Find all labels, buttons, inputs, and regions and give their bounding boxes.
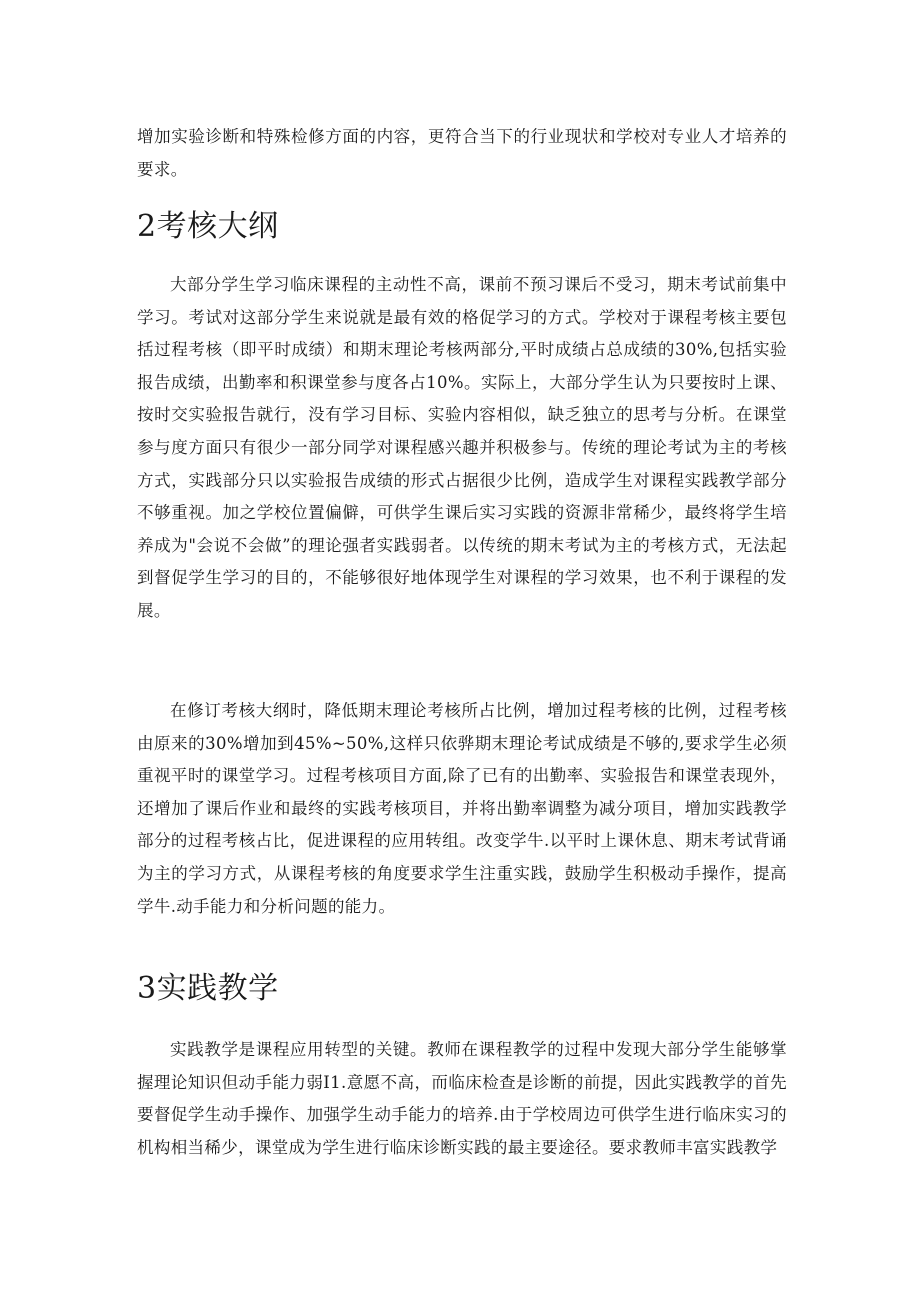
section-3-paragraph-1: 实践教学是课程应用转型的关键。教师在课程教学的过程中发现大部分学生能够掌握理论知识但动手能力弱I1.意愿不高，而临床检查是诊断的前提，因此实践教学的首先要督促学生动手操作、加强学生动手能力的培养.由于学校周边可供学生进行临床实习的机构相当稀少，课堂成为学生进行临床诊断实践的最主要途径。要求教师丰富实践教学 — [137, 1040, 787, 1157]
section-2-paragraph-1: 大部分学生学习临床课程的主动性不高，课前不预习课后不受习，期末考试前集中学习。考试对这部分学生来说就是最有效的格促学习的方式。学校对于课程考核主要包括过程考核（即平时成绩）和期末理论考核两部分,平时成绩占总成绩的30%,包括实验报告成绩，出勤率和积课堂参与度各占10%。实际上，大部分学生认为只要按时上课、按时交实验报告就行，没有学习目标、实验内容相似，缺乏独立的思考与分析。在课堂参与度方面只有很少一部分同学对课程感兴趣并积极参与。传统的理论考试为主的考核方式，实践部分只以实验报告成绩的形式占据很少比例，造成学生对课程实践教学部分不够重视。加之学校位置偏僻，可供学生课后实习实践的资源非常稀少，最终将学生培养成为"会说不会做”的理论强者实践弱者。以传统的期末考试为主的考核方式，无法起到督促学生学习的目的，不能够很好地体现学生对课程的学习效果，也不利于课程的发展。 — [137, 275, 787, 620]
section-2-paragraph-2: 在修订考核大纲时，降低期末理论考核所占比例，增加过程考核的比例，过程考核由原来的30%增加到45%~50%,这样只依骅期末理论考试成绩是不够的,要求学生必须重视平时的课堂学习。过程考核项目方面,除了已有的出勤率、实验报告和课堂表现外，还增加了课后作业和最终的实践考核项目，并将出勤率调整为减分项目，增加实践教学部分的过程考核占比，促进课程的应用转组。改变学牛.以平时上课休息、期末考试背诵为主的学习方式，从课程考核的角度要求学生注重实践，鼓励学生积极动手操作，提高学牛.动手能力和分析问题的能力。 — [137, 701, 787, 916]
section-3-heading: 3实践教学 — [137, 971, 279, 1006]
section-2-heading: 2考核大纲 — [137, 209, 279, 244]
intro-paragraph: 增加实验诊断和特殊检修方面的内容，更符合当下的行业现状和学校对专业人才培养的要求。 — [137, 127, 787, 179]
